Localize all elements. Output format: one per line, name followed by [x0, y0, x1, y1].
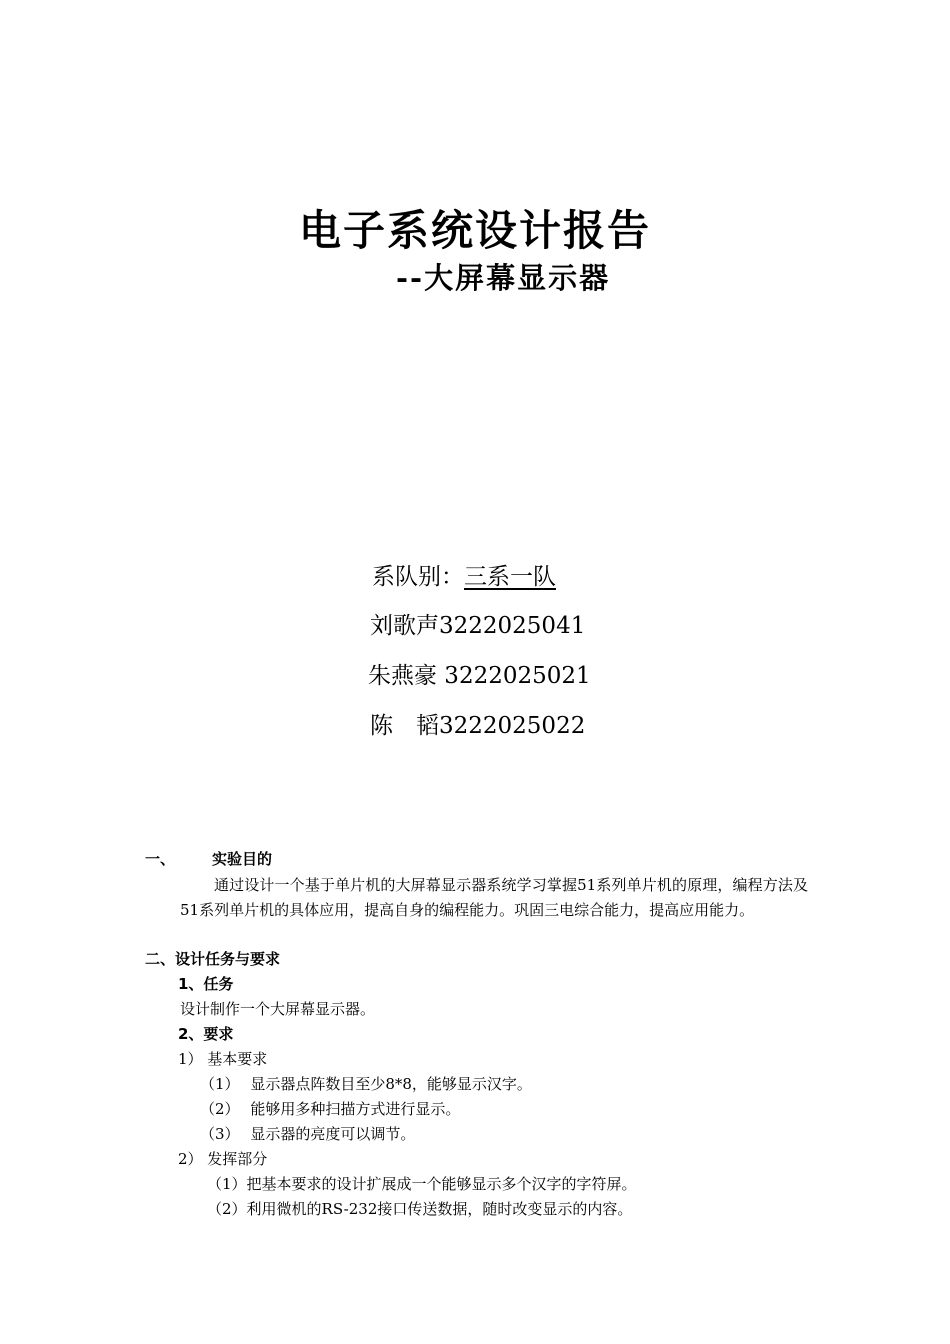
extra-requirements-label: 2） 发挥部分: [178, 1150, 268, 1168]
section1-heading: 实验目的: [212, 850, 273, 868]
member-row: [370, 607, 585, 640]
member-id: 3222025022: [439, 713, 586, 739]
team-line: [372, 558, 556, 591]
item-number: （1）: [200, 1075, 240, 1093]
section2-heading: 二、设计任务与要求: [145, 950, 281, 968]
report-subtitle: --大屏幕显示器: [396, 261, 611, 295]
list-item: [207, 1198, 632, 1219]
team-value: 三系一队: [464, 564, 556, 590]
list-item: [200, 1098, 460, 1119]
item-number: （2）: [207, 1200, 247, 1218]
basic-requirements-label: 1） 基本要求: [178, 1050, 268, 1068]
item-text: 把基本要求的设计扩展成一个能够显示多个汉字的字符屏。: [246, 1175, 637, 1193]
list-item: [207, 1173, 637, 1194]
member-id: 3222025021: [437, 663, 591, 689]
task-heading: 1、任务: [178, 975, 234, 993]
report-title: 电子系统设计报告: [298, 206, 651, 255]
member-row: [368, 657, 591, 690]
task-body: 设计制作一个大屏幕显示器。: [180, 1000, 376, 1018]
item-text: 显示器点阵数目至少8*8，能够显示汉字。: [250, 1075, 532, 1093]
team-label: 系队别：: [372, 564, 464, 590]
member-name: 陈 韬: [370, 713, 439, 739]
member-name: 刘歌声: [370, 613, 439, 639]
section1-body: 通过设计一个基于单片机的大屏幕显示器系统学习掌握51系列单片机的原理，编程方法及51系列单片机的具体应用，提高自身的编程能力。巩固三电综合能力，提高应用能力。: [180, 876, 808, 919]
item-number: （3）: [200, 1125, 240, 1143]
item-text: 能够用多种扫描方式进行显示。: [250, 1100, 461, 1118]
requirements-heading: 2、要求: [178, 1025, 234, 1043]
member-row: [370, 707, 585, 740]
item-number: （1）: [207, 1175, 247, 1193]
section1-number: 一、: [145, 850, 176, 868]
list-item: [200, 1073, 532, 1094]
item-text: 显示器的亮度可以调节。: [250, 1125, 416, 1143]
list-item: [200, 1123, 415, 1144]
item-number: （2）: [200, 1100, 240, 1118]
member-name: 朱燕豪: [368, 663, 437, 689]
member-id: 3222025041: [439, 613, 586, 639]
item-text: 利用微机的RS-232接口传送数据，随时改变显示的内容。: [246, 1200, 633, 1218]
